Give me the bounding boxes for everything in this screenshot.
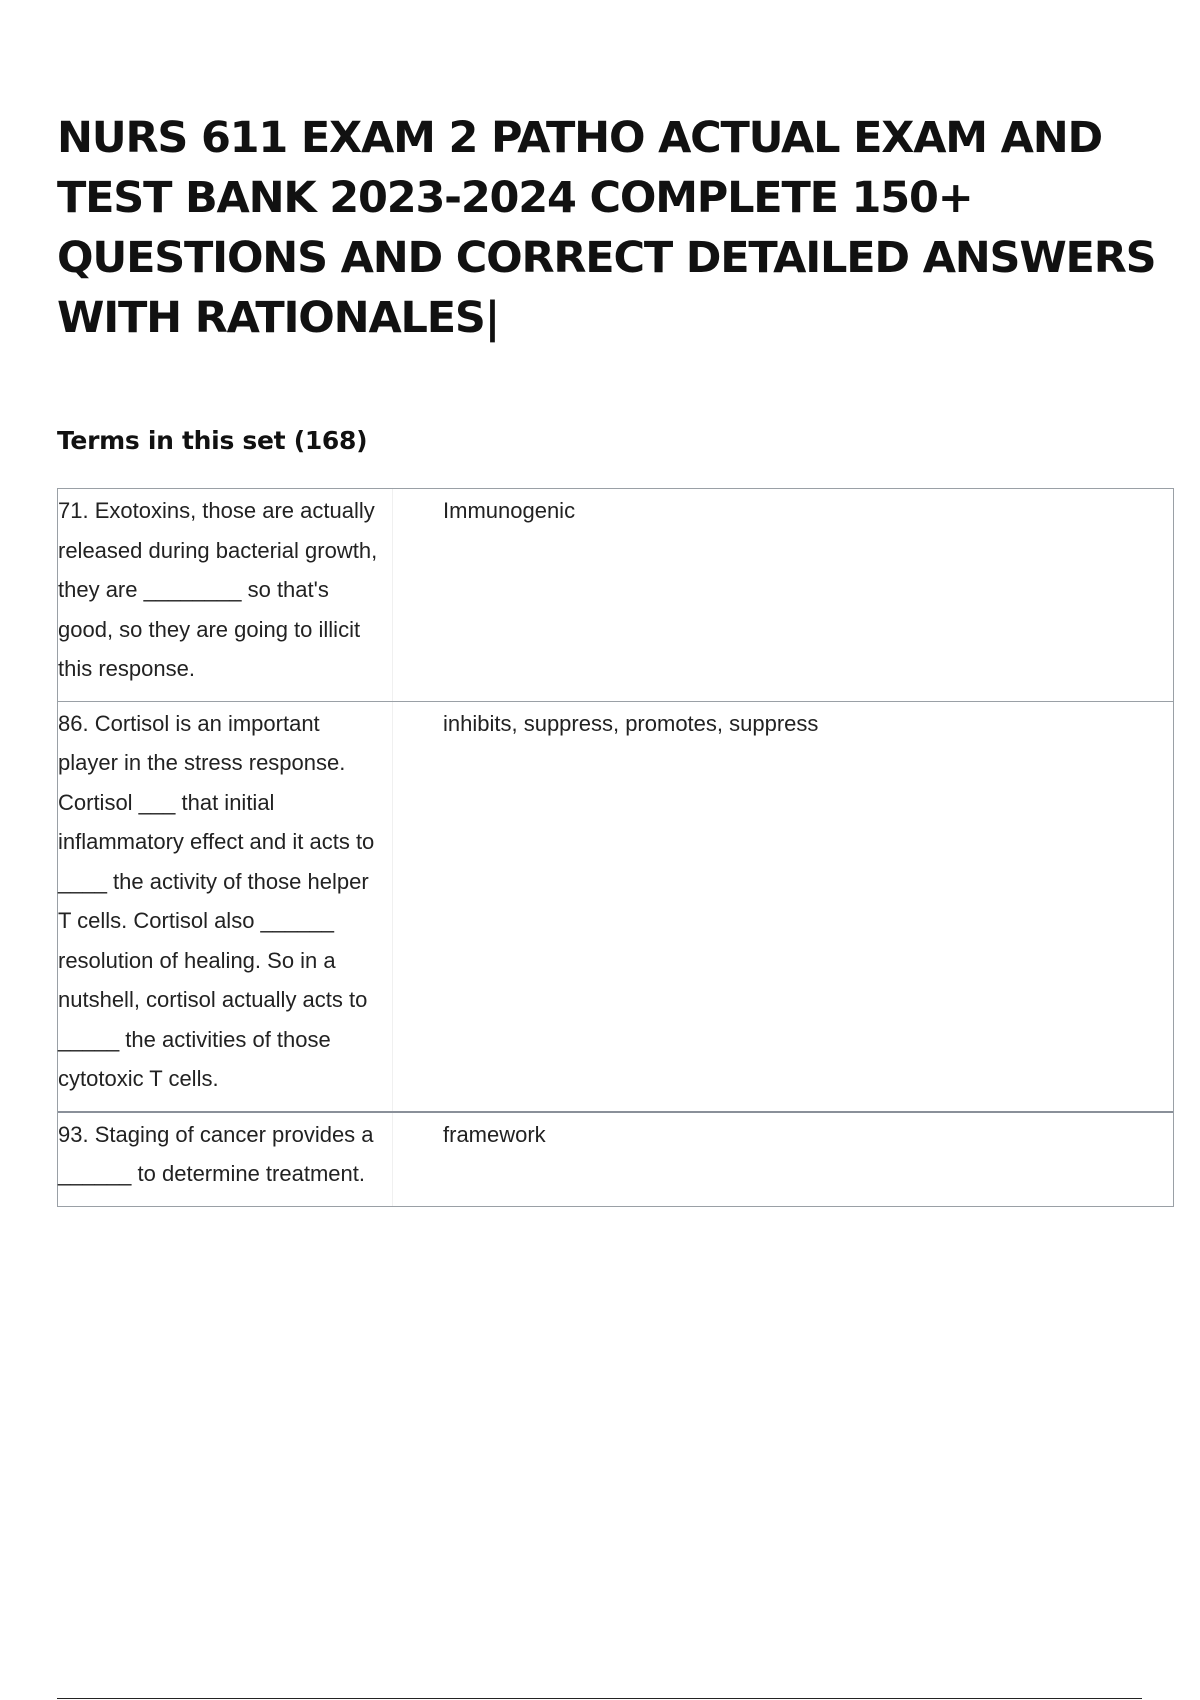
term-answer: inhibits, suppress, promotes, suppress [443, 710, 819, 736]
terms-count-heading: Terms in this set (168) [57, 426, 368, 455]
term-row [58, 489, 1173, 701]
term-question: 93. Staging of cancer provides a ______ to determine treatment. [58, 1113, 393, 1206]
term-answer: Immunogenic [443, 498, 576, 523]
terms-table [57, 488, 1174, 1207]
term-question: 71. Exotoxins, those are actually released during bacterial growth, they are ________ so that's good, so they are going to illicit this response. [58, 489, 393, 701]
page-title: NURS 611 EXAM 2 PATHO ACTUAL EXAM AND TEST BANK 2023-2024 COMPLETE 150+ QUESTIONS AND CORRECT DETAILED ANSWERS WITH RATIONALES| [57, 113, 1156, 343]
term-row [58, 701, 1173, 1111]
term-answer: framework [443, 1121, 546, 1147]
footer-divider [57, 1698, 1142, 1699]
term-row [58, 1111, 1173, 1206]
term-question: 86. Cortisol is an important player in the stress response. Cortisol ___ that initial inflammatory effect and it acts to ____ the activity of those helper T cells. Cortisol also ______ resolution of healing. So in a nutshell, cortisol actually acts to _____ the activities of those cytotoxic T cells. [58, 702, 393, 1111]
